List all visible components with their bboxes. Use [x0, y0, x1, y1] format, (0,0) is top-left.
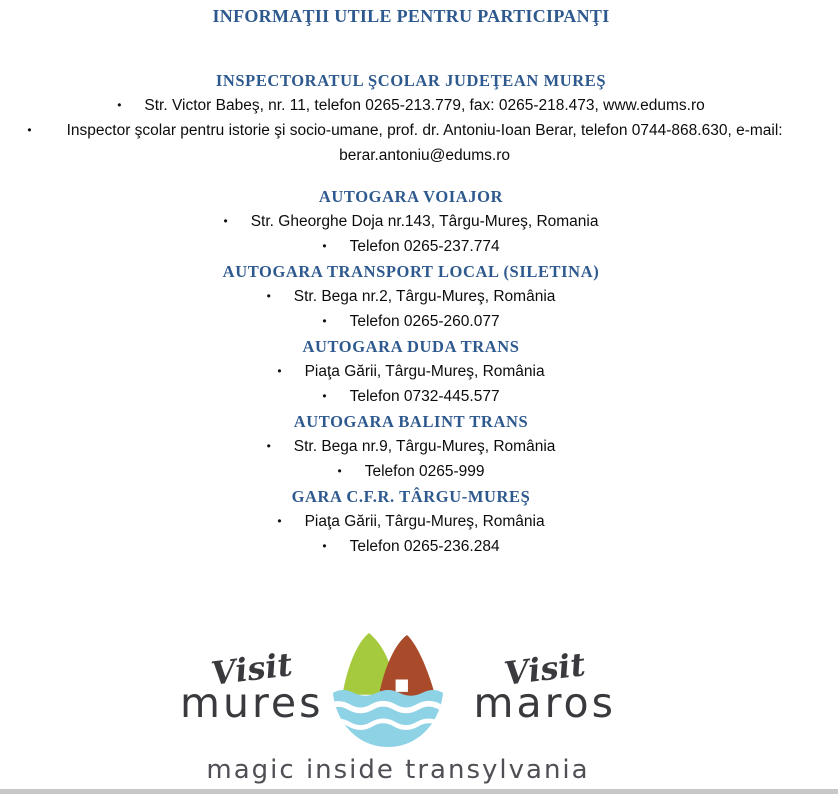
- bullet-text: Inspector şcolar pentru istorie şi socio-umane, prof. dr. Antoniu-Ioan Berar, telefon 0744-868.630, e-mail: berar.antoniu@edums.ro: [66, 122, 783, 164]
- bullet-item: [0, 509, 822, 534]
- section-autogara-voiajor: [0, 184, 822, 259]
- section-autogara-transport-local: [0, 259, 822, 334]
- brand-maros: [473, 645, 616, 727]
- bullet-text: Str. Bega nr.9, Târgu-Mureş, România: [293, 438, 556, 455]
- section-autogara-balint-trans: [0, 409, 822, 484]
- page-bottom-edge: [0, 789, 838, 794]
- bullet-icon: •: [322, 314, 327, 328]
- bullet-icon: •: [266, 439, 271, 453]
- bullet-item: [0, 434, 822, 459]
- bullet-icon: •: [27, 123, 32, 137]
- bullet-text: Str. Gheorghe Doja nr.143, Târgu-Mureş, Romania: [250, 213, 599, 230]
- bullet-item: [0, 234, 822, 259]
- bullet-text: Telefon 0732-445.577: [349, 388, 500, 405]
- brand-mures: [180, 645, 324, 727]
- section-heading: GARA C.F.R. TÂRGU-MUREŞ: [291, 487, 531, 506]
- bullet-icon: •: [322, 539, 327, 553]
- bullet-icon: •: [277, 514, 282, 528]
- section-heading: AUTOGARA TRANSPORT LOCAL (SILETINA): [222, 262, 600, 281]
- bullet-icon: •: [117, 98, 122, 112]
- bullet-icon: •: [223, 214, 228, 228]
- section-heading: AUTOGARA DUDA TRANS: [302, 337, 520, 356]
- bullet-item: [0, 209, 822, 234]
- wordmark-maros: maros: [473, 679, 616, 727]
- logo-tagline: magic inside transylvania: [206, 755, 590, 785]
- section-heading: AUTOGARA BALINT TRANS: [293, 412, 529, 431]
- bullet-icon: •: [337, 464, 342, 478]
- section-heading: AUTOGARA VOIAJOR: [318, 187, 504, 206]
- logo-droplet-icon: [332, 627, 444, 753]
- bullet-item: [0, 93, 822, 118]
- bullet-icon: •: [322, 239, 327, 253]
- bullet-icon: •: [266, 289, 271, 303]
- bullet-text: Telefon 0265-236.284: [349, 538, 500, 555]
- visit-script-right: Visit: [502, 645, 588, 693]
- section-inspectorat: [0, 68, 822, 168]
- bullet-item: [0, 284, 822, 309]
- bullet-item: [0, 459, 822, 484]
- bullet-text: Piaţa Gării, Târgu-Mureş, România: [304, 513, 545, 530]
- section-heading: INSPECTORATUL ŞCOLAR JUDEŢEAN MUREŞ: [215, 71, 607, 90]
- wordmark-mures: mures: [180, 679, 324, 727]
- page-title: INFORMAŢII UTILE PENTRU PARTICIPANŢI: [212, 6, 610, 26]
- section-gara-cfr: [0, 484, 822, 559]
- water-shape: [332, 683, 444, 751]
- section-autogara-duda-trans: [0, 334, 822, 409]
- bullet-text: Telefon 0265-260.077: [349, 313, 500, 330]
- bullet-item: [0, 534, 822, 559]
- bullet-item: [0, 359, 822, 384]
- bullet-text: Telefon 0265-237.774: [349, 238, 500, 255]
- bullet-item: [0, 118, 822, 168]
- bullet-text: Piaţa Gării, Târgu-Mureş, România: [304, 363, 545, 380]
- bullet-text: Telefon 0265-999: [364, 463, 485, 480]
- bullet-text: Str. Bega nr.2, Târgu-Mureş, România: [293, 288, 556, 305]
- bullet-text: Str. Victor Babeş, nr. 11, telefon 0265-213.779, fax: 0265-218.473, www.edums.ro: [144, 97, 705, 114]
- bullet-icon: •: [322, 389, 327, 403]
- bullet-icon: •: [277, 364, 282, 378]
- bullet-item: [0, 309, 822, 334]
- bullet-item: [0, 384, 822, 409]
- visit-script-left: Visit: [209, 645, 295, 693]
- visit-mures-maros-logo: [0, 627, 822, 753]
